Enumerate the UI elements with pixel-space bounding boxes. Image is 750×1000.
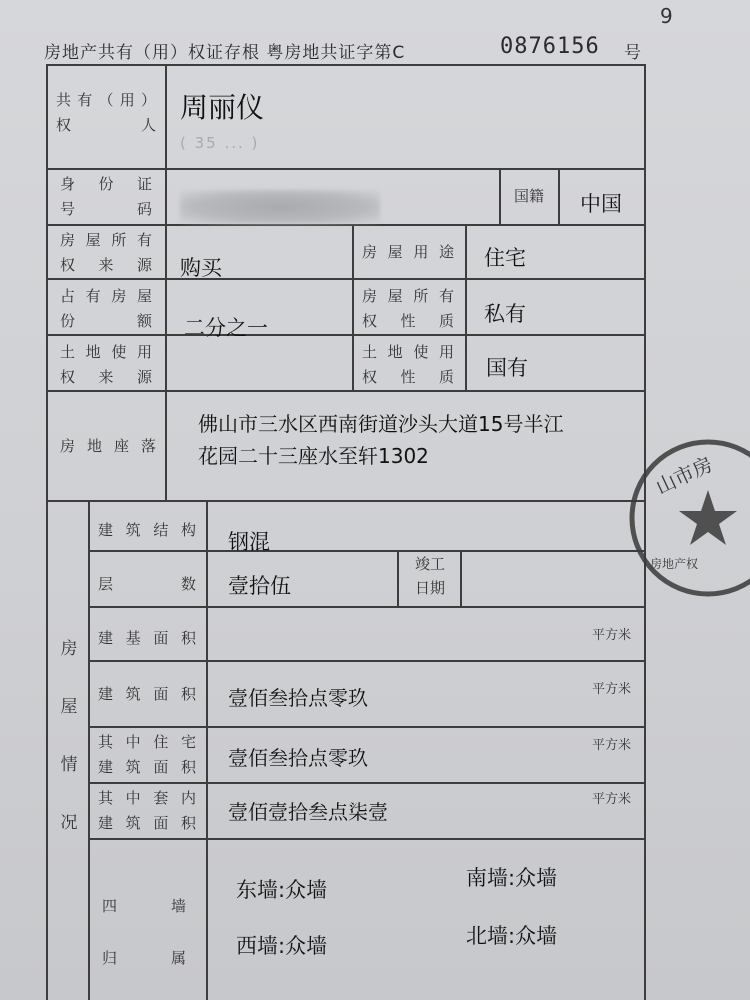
completion-label [400,552,460,600]
border-top [46,64,646,66]
walls-label-line2: 归 属 [102,949,186,967]
page-number: 9 [660,4,673,28]
floors-label: 层 数 [98,575,196,593]
share-label [60,284,152,334]
col-line [558,168,560,224]
walls-label [102,880,186,984]
owner-label-line1: 共有（用） [56,91,156,109]
owner-label-line2: 权 人 [56,116,156,134]
land-source-label [60,340,152,390]
house-source-label [60,228,152,278]
building-area-unit: 平方米 [592,682,632,697]
certificate-serial: 0876156 [500,34,600,59]
svg-text:山市房: 山市房 [651,451,717,499]
ownership-nature-label-line2: 权 性 质 [362,312,454,330]
base-area-unit: 平方米 [592,628,632,643]
house-source-value: 购买 [180,256,222,280]
id-label-line1: 身 份 证 [60,175,152,193]
structure-label: 建筑结构 [98,521,196,539]
row-line [46,224,646,226]
house-source-label-line1: 房屋所有 [60,231,152,249]
wall-west: 西墙:众墙 [236,934,328,958]
row-line [46,278,646,280]
border-left [46,64,48,1000]
wall-east: 东墙:众墙 [236,878,328,902]
row-line [88,726,646,728]
land-nature-label-line2: 权 性 质 [362,368,454,386]
residential-area-label [98,730,196,780]
wall-north: 北墙:众墙 [466,924,558,948]
interior-area-label-line1: 其中套内 [98,789,196,807]
base-area-label: 建基面积 [98,629,196,647]
building-area-value: 壹佰叁拾点零玖 [228,686,368,710]
house-source-label-line2: 权 来 源 [60,256,152,274]
share-label-line2: 份 额 [60,312,152,330]
row-line [88,782,646,784]
structure-value: 钢混 [228,530,270,554]
nationality-label: 国籍 [513,187,544,205]
row-line [46,168,646,170]
col-line [88,500,90,1000]
col-line [460,550,462,606]
interior-area-unit: 平方米 [592,792,632,807]
id-label [60,172,152,222]
section-char: 屋 [60,697,78,717]
completion-label-line1: 竣工 [414,555,445,573]
official-seal-icon [618,428,750,608]
row-line [46,390,646,392]
land-nature-label [362,340,454,390]
completion-label-line2: 日期 [414,579,445,597]
owner-label [56,88,156,138]
interior-area-label [98,786,196,836]
land-nature-value: 国有 [486,356,528,380]
land-source-label-line2: 权 来 源 [60,368,152,386]
residential-area-value: 壹佰叁拾点零玖 [228,746,368,770]
col-line [397,550,399,606]
location-line1: 佛山市三水区西南街道沙头大道15号半江 [198,412,564,436]
row-line [46,500,646,502]
land-nature-label-line1: 土地使用 [362,343,454,361]
location-line2: 花园二十三座水至轩1302 [198,444,429,468]
section-char: 房 [60,639,78,659]
residential-area-label-line1: 其中住宅 [98,733,196,751]
id-label-line2: 号 码 [60,200,152,218]
wall-south: 南墙:众墙 [466,866,558,890]
col-line [465,224,467,390]
floors-value: 壹拾伍 [228,574,291,598]
walls-label-line1: 四 墙 [102,897,186,915]
header-title: 房地产共有（用）权证存根 粤房地共证字第C [44,43,406,63]
house-use-value: 住宅 [484,246,526,270]
owner-name: 周丽仪 [180,91,265,124]
house-use-label: 房屋用途 [362,243,454,261]
land-source-label-line1: 土地使用 [60,343,152,361]
nationality-value: 中国 [580,192,622,216]
building-area-label: 建筑面积 [98,685,196,703]
section-char: 况 [60,813,78,833]
interior-area-label-line2: 建筑面积 [98,814,196,832]
share-label-line1: 占有房屋 [60,287,152,305]
interior-area-value: 壹佰壹拾叁点柒壹 [228,800,388,824]
ownership-nature-value: 私有 [484,302,526,326]
location-label: 房地座落 [60,437,156,455]
row-line [88,550,646,552]
header-suffix: 号 [624,43,641,63]
house-info-section-label [56,620,82,852]
share-value: 二分之一 [184,316,268,340]
row-line [88,660,646,662]
row-line [88,838,646,840]
col-line [206,500,208,1000]
residential-area-label-line2: 建筑面积 [98,758,196,776]
ownership-nature-label [362,284,454,334]
ghost-bleed-text: ( 35 ... ) [180,134,260,152]
ownership-nature-label-line1: 房屋所有 [362,287,454,305]
residential-area-unit: 平方米 [592,738,632,753]
row-line [88,606,646,608]
svg-text:房地产权: 房地产权 [650,557,699,571]
redacted-id-number [180,190,380,224]
section-char: 情 [60,755,78,775]
col-line [165,64,167,500]
row-line [46,334,646,336]
col-line [352,224,354,390]
